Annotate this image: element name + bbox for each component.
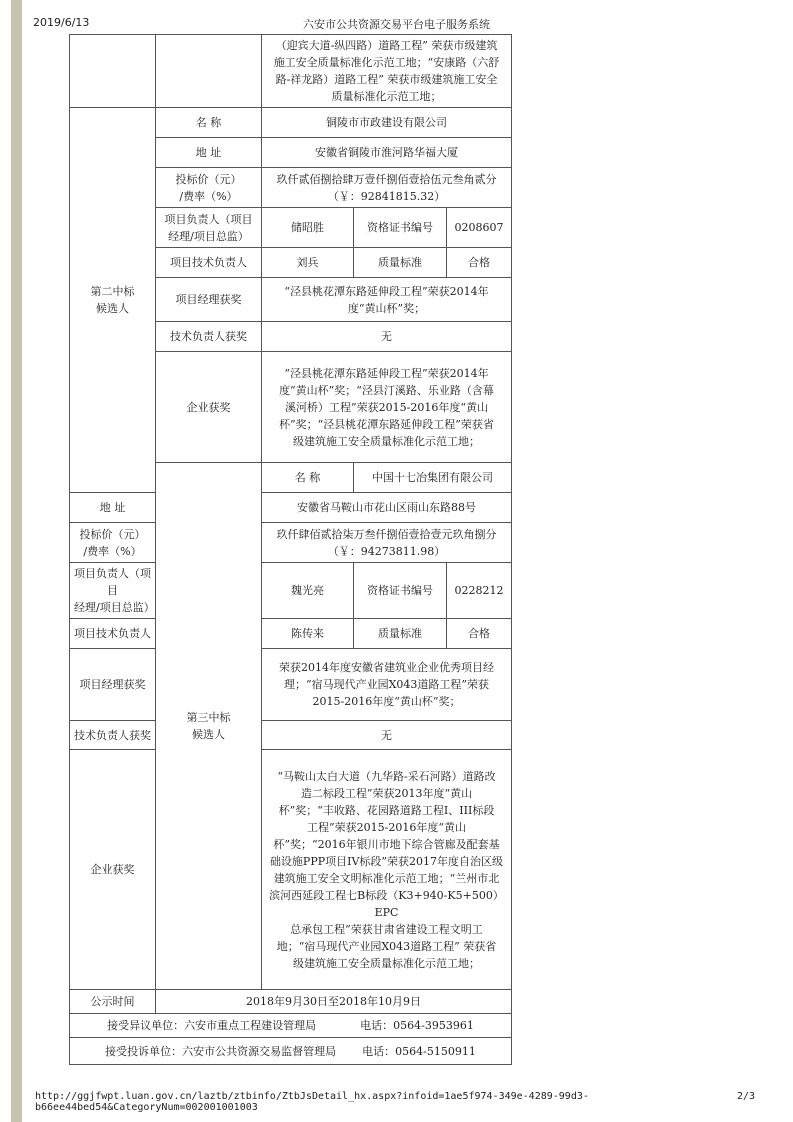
- manager-label-line1: 项目负责人（项目: [74, 567, 151, 597]
- candidate3-manager: 魏光亮: [262, 563, 354, 619]
- manager-label: [156, 208, 262, 248]
- objection-phone: 0564-3953961: [393, 1019, 474, 1032]
- quality-label: 质量标准: [354, 248, 447, 278]
- name-label: 名 称: [262, 463, 354, 493]
- manager-awards-label: 项目经理获奖: [70, 649, 156, 721]
- candidate3-bid-price-words: 玖仟肆佰贰拾柒万叁仟捌佰壹拾壹元玖角捌分: [276, 527, 497, 541]
- candidate2-label-line1: 第二中标: [90, 285, 135, 298]
- award-line: 造二标段工程”荣获2013年度“黄山: [300, 786, 473, 800]
- award-line: 杯”奖；“泾县桃花潭东路延伸段工程”荣获省: [279, 417, 494, 431]
- carryover-empty-col1: [70, 35, 156, 108]
- carryover-row: [70, 35, 512, 108]
- award-line: 滨河西延段工程七B标段（K3+940-K5+500）EPC: [269, 888, 504, 919]
- candidate3-tech-awards: 无: [262, 721, 512, 750]
- award-line: “马鞍山太白大道（九华路-采石河路）道路改: [277, 769, 496, 783]
- complaint-row: [70, 1038, 512, 1065]
- candidate3-tech-row: [70, 619, 512, 649]
- print-date: 2019/6/13: [33, 16, 90, 29]
- candidate2-company-awards: [262, 352, 512, 463]
- objection-contact: [70, 1014, 512, 1038]
- candidate2-manager-awards: [262, 278, 512, 322]
- candidate2-bid-price-number: （￥：92841815.32）: [327, 189, 446, 203]
- candidate3-cert-no: 0228212: [447, 563, 512, 619]
- print-footer-url: http://ggjfwpt.luan.gov.cn/laztb/ztbinfo/ZtbJsDetail_hx.aspx?infoid=1ae5f974-349e-4289-99d3-b66ee44bed54&CategoryNum=002001001003: [35, 1091, 589, 1113]
- complaint-unit: 六安市公共资源交易监督管理局: [182, 1044, 337, 1058]
- complaint-phone: 0564-5150911: [395, 1044, 476, 1058]
- tech-awards-label: 技术负责人获奖: [156, 322, 262, 352]
- carryover-line: 施工安全质量标准化示范工地；“安康路（六舒: [273, 56, 500, 69]
- candidate2-address: 安徽省铜陵市淮河路华福大厦: [262, 138, 512, 168]
- award-line: 地；“宿马现代产业园X043道路工程” 荣获省: [276, 939, 497, 953]
- address-label: 地 址: [70, 493, 156, 523]
- bid-price-label: [70, 523, 156, 563]
- candidate3-manager-row: [70, 563, 512, 619]
- bid-price-label-line2: /费率（%）: [179, 189, 238, 203]
- tech-lead-label: 项目技术负责人: [156, 248, 262, 278]
- complaint-phone-label: 电话：: [362, 1044, 396, 1058]
- objection-phone-label: 电话：: [360, 1019, 394, 1032]
- cert-no-label: 资格证书编号: [354, 563, 447, 619]
- address-label: 地 址: [156, 138, 262, 168]
- bid-price-label-line1: 投标价（元）: [79, 527, 146, 541]
- page-binding-strip: [11, 0, 22, 1122]
- candidate2-bid-price: [262, 168, 512, 208]
- complaint-label: 接受投诉单位：: [105, 1044, 183, 1058]
- manager-label-line1: 项目负责人（项目: [164, 212, 253, 226]
- candidate2-label-line2: 候选人: [96, 302, 129, 315]
- candidate3-quality: 合格: [447, 619, 512, 649]
- carryover-empty-col2: [156, 35, 262, 108]
- manager-label-line2: 经理/项目总监）: [168, 229, 249, 243]
- print-header-title: 六安市公共资源交易平台电子服务系统: [303, 18, 490, 31]
- bid-candidates-table: [69, 34, 512, 1065]
- candidate3-tech-awards-row: [70, 721, 512, 750]
- publicity-row: [70, 990, 512, 1014]
- candidate3-label-line2: 候选人: [192, 728, 225, 741]
- candidate3-manager-awards: [262, 649, 512, 721]
- candidate2-cert-no: 0208607: [447, 208, 512, 248]
- candidate3-manager-awards-row: [70, 649, 512, 721]
- publicity-time-label: 公示时间: [70, 990, 156, 1014]
- candidate3-name: 中国十七冶集团有限公司: [354, 463, 512, 493]
- objection-label: 接受异议单位：: [107, 1019, 185, 1032]
- candidate2-name-row: [70, 108, 512, 138]
- company-awards-label: 企业获奖: [70, 750, 156, 990]
- candidate2-bid-price-words: 玖仟贰佰捌拾肆万壹仟捌佰壹拾伍元叁角贰分: [276, 172, 497, 186]
- award-line: 总承包工程”荣获甘肃省建设工程文明工: [290, 922, 483, 936]
- bid-price-label-line1: 投标价（元）: [175, 172, 242, 186]
- bid-price-label-line2: /费率（%）: [83, 544, 142, 558]
- candidate2-name: 铜陵市市政建设有限公司: [262, 108, 512, 138]
- objection-row: [70, 1014, 512, 1038]
- candidate3-address-row: [70, 493, 512, 523]
- candidate3-tech-lead: 陈传来: [262, 619, 354, 649]
- candidate3-company-awards: [262, 750, 512, 990]
- tech-lead-label: 项目技术负责人: [70, 619, 156, 649]
- manager-awards-label: 项目经理获奖: [156, 278, 262, 322]
- award-line: 度“黄山杯”奖；: [347, 301, 426, 315]
- manager-label: [70, 563, 156, 619]
- candidate2-label: [70, 108, 156, 493]
- quality-label: 质量标准: [354, 619, 447, 649]
- candidate2-tech-lead: 刘兵: [262, 248, 354, 278]
- publicity-period: 2018年9月30日至2018年10月9日: [156, 990, 512, 1014]
- candidate3-company-awards-row: [70, 750, 512, 990]
- award-line: “泾县桃花潭东路延伸段工程”荣获2014年: [284, 284, 489, 298]
- candidate3-label-line1: 第三中标: [186, 711, 231, 724]
- name-label: 名 称: [156, 108, 262, 138]
- carryover-company-awards: [262, 35, 512, 108]
- company-awards-label: 企业获奖: [156, 352, 262, 463]
- candidate3-label: [156, 463, 262, 990]
- candidate2-quality: 合格: [447, 248, 512, 278]
- candidate3-address: 安徽省马鞍山市花山区雨山东路88号: [262, 493, 512, 523]
- candidate2-manager: 储昭胜: [262, 208, 354, 248]
- award-line: 荣获2014年度安徽省建筑业企业优秀项目经: [279, 661, 494, 674]
- complaint-contact: [70, 1038, 512, 1065]
- candidate3-price-row: [70, 523, 512, 563]
- candidate3-bid-price: [262, 523, 512, 563]
- cert-no-label: 资格证书编号: [354, 208, 447, 248]
- award-line: 级建筑施工安全质量标准化示范工地；: [293, 434, 480, 448]
- manager-label-line2: 经理/项目总监）: [74, 601, 155, 614]
- award-line: 度“黄山杯”奖；“泾县汀溪路、乐业路（含幕: [279, 383, 494, 397]
- award-line: 级建筑施工安全质量标准化示范工地；: [293, 956, 480, 970]
- award-line: 工程”荣获2015-2016年度“黄山: [307, 820, 466, 834]
- candidate3-bid-price-number: （￥：94273811.98）: [327, 544, 446, 558]
- award-line: “泾县桃花潭东路延伸段工程”荣获2014年: [284, 366, 489, 380]
- tech-awards-label: 技术负责人获奖: [70, 721, 156, 750]
- award-line: 溪河桥）工程”荣获2015-2016年度“黄山: [285, 400, 488, 414]
- print-page-number: 2/3: [737, 1091, 756, 1102]
- award-line: 杯”奖；“2016年银川市地下综合管廊及配套基: [273, 837, 500, 851]
- bid-price-label: [156, 168, 262, 208]
- carryover-line: （迎宾大道-纵四路）道路工程” 荣获市级建筑: [275, 39, 498, 52]
- award-line: 理；“宿马现代产业园X043道路工程”荣获: [283, 678, 490, 691]
- award-line: 建筑施工安全文明标准化示范工地；“兰州市北: [273, 871, 500, 885]
- carryover-line: 路-祥龙路）道路工程” 荣获市级建筑施工安全: [275, 73, 498, 86]
- objection-unit: 六安市重点工程建设管理局: [184, 1019, 317, 1032]
- award-line: 2015-2016年度“黄山杯”奖；: [312, 695, 461, 708]
- award-line: 杯”奖；“丰收路、花园路道路工程I、III标段: [278, 803, 495, 817]
- carryover-line: 质量标准化示范工地；: [331, 90, 442, 103]
- candidate2-tech-awards: 无: [262, 322, 512, 352]
- award-line: 础设施PPP项目IV标段”荣获2017年度自治区级: [269, 854, 504, 868]
